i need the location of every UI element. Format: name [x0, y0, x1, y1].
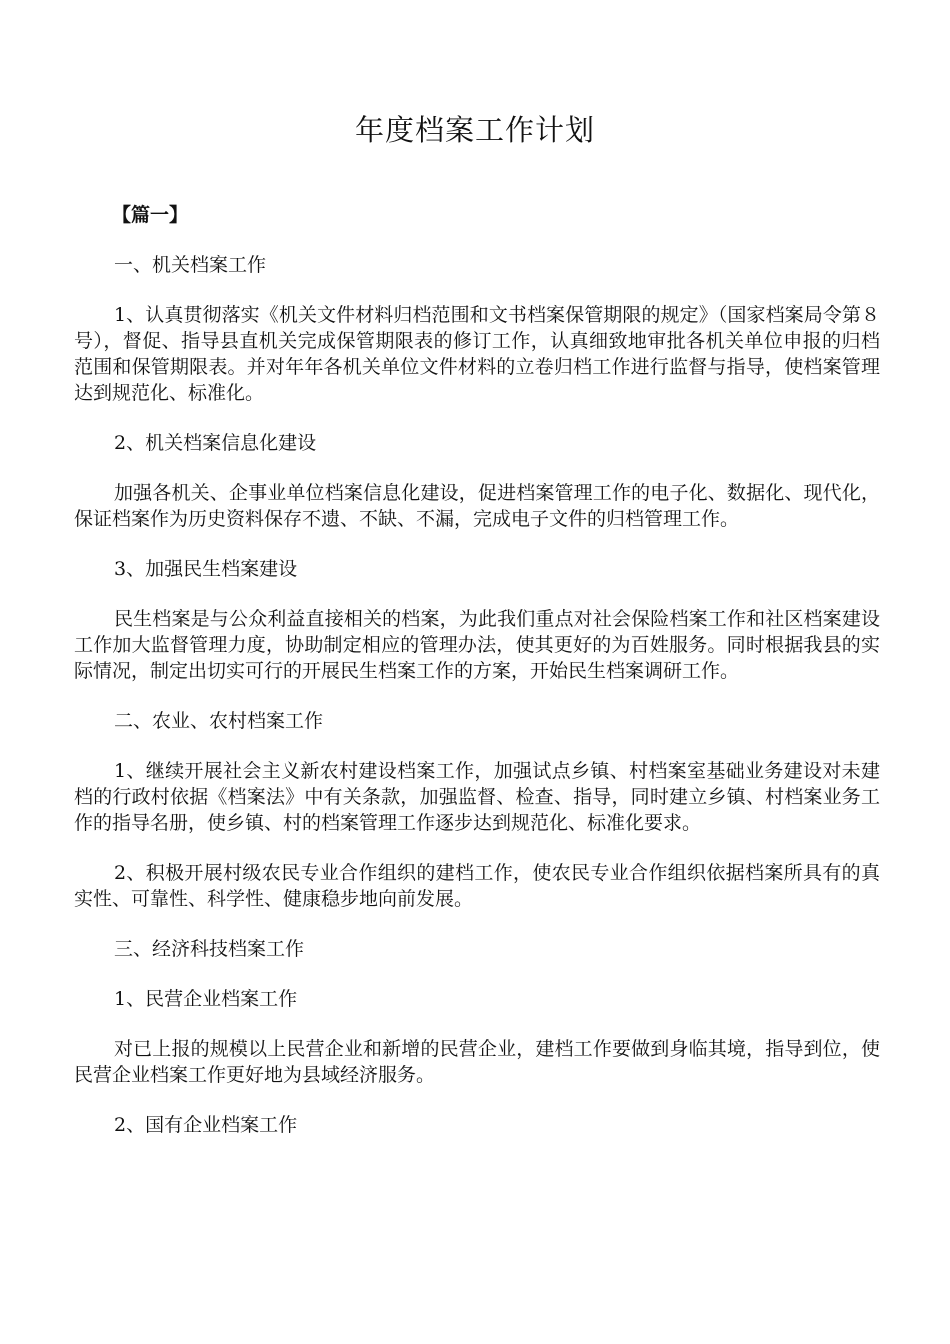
subheading-2: 2、机关档案信息化建设	[114, 432, 317, 454]
paragraph-2: 加强各机关、企事业单位档案信息化建设，促进档案管理工作的电子化、数据化、现代化，保证档案作为历史资料保存不遗、不缺、不漏，完成电子文件的归档管理工作。	[74, 482, 880, 530]
document-title: 年度档案工作计划	[354, 113, 595, 147]
heading-3: 三、经济科技档案工作	[114, 938, 305, 960]
paragraph-6: 对已上报的规模以上民营企业和新增的民营企业，建档工作要做到身临其境，指导到位，使民营企业档案工作更好地为县域经济服务。	[74, 1038, 880, 1086]
paragraph-1: 1、认真贯彻落实《机关文件材料归档范围和文书档案保管期限的规定》（国家档案局令第８号），督促、指导县直机关完成保管期限表的修订工作，认真细致地审批各机关单位申报的归档范围和保管期限表。并对年年各机关单位文件材料的立卷归档工作进行监督与指导，使档案管理达到规范化、标准化。	[74, 304, 880, 404]
heading-1: 一、机关档案工作	[114, 254, 267, 276]
subheading-3: 3、加强民生档案建设	[114, 558, 298, 580]
subheading-4: 1、民营企业档案工作	[114, 988, 298, 1010]
document-body	[74, 202, 880, 1138]
heading-2: 二、农业、农村档案工作	[114, 710, 324, 732]
paragraph-4: 1、继续开展社会主义新农村建设档案工作，加强试点乡镇、村档案室基础业务建设对未建档的行政村依据《档案法》中有关条款，加强监督、检查、指导，同时建立乡镇、村档案业务工作的指导名册，使乡镇、村的档案管理工作逐步达到规范化、标准化要求。	[74, 760, 880, 834]
subheading-5: 2、国有企业档案工作	[114, 1114, 298, 1136]
paragraph-3: 民生档案是与公众利益直接相关的档案，为此我们重点对社会保险档案工作和社区档案建设工作加大监督管理力度，协助制定相应的管理办法，使其更好的为百姓服务。同时根据我县的实际情况，制定出切实可行的开展民生档案工作的方案，开始民生档案调研工作。	[74, 608, 880, 682]
paragraph-5: 2、积极开展村级农民专业合作组织的建档工作，使农民专业合作组织依据档案所具有的真实性、可靠性、科学性、健康稳步地向前发展。	[74, 862, 880, 910]
section-tag: 【篇一】	[112, 204, 189, 226]
